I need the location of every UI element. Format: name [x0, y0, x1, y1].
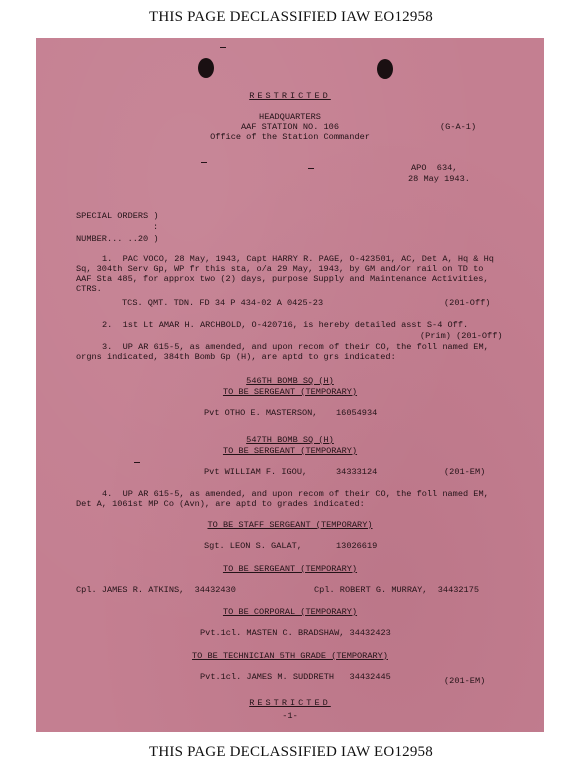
para4-line: Det A, 1061st MP Co (Avn), are aptd to grades indicated:	[76, 499, 365, 509]
para2-ref: (Prim) (201-Off)	[420, 331, 503, 341]
org-line: HEADQUARTERS	[259, 112, 321, 122]
para1-line: CTRS.	[76, 284, 102, 294]
entry-name: Pvt.1cl. JAMES M. SUDDRETH 34432445	[200, 672, 391, 682]
unit-heading: 546TH BOMB SQ (H)	[246, 376, 334, 386]
entry-name: Pvt WILLIAM F. IGOU,	[204, 467, 308, 477]
apo-line: APO 634,	[411, 163, 458, 173]
unit-heading: 547TH BOMB SQ (H)	[246, 435, 334, 445]
classification-footer: RESTRICTED	[249, 698, 331, 708]
grade-heading: TO BE CORPORAL (TEMPORARY)	[222, 607, 358, 617]
para3-line: 3. UP AR 615-5, as amended, and upon recom of their CO, the foll named EM,	[102, 342, 489, 352]
para1-funds: TCS. QMT. TDN. FD 34 P 434-02 A 0425-23	[122, 298, 324, 308]
orders-title: SPECIAL ORDERS )	[76, 211, 159, 221]
grade-heading: TO BE SERGEANT (TEMPORARY)	[222, 446, 358, 456]
para1-line: 1. PAC VOCO, 28 May, 1943, Capt HARRY R. PAGE, O-423501, AC, Det A, Hq & Hq	[102, 254, 494, 264]
para1-line: AAF Sta 485, for approx two (2) days, purpose Supply and Maintenance Activities,	[76, 274, 489, 284]
orders-number: NUMBER... ..20 )	[76, 234, 159, 244]
entry-name: Cpl. ROBERT G. MURRAY, 34432175	[314, 585, 480, 595]
para1-line: Sq, 304th Serv Gp, WP fr this sta, o/a 29 May, 1943, by GM and/or rail on TD to	[76, 264, 484, 274]
document-code: (G-A-1)	[440, 122, 477, 132]
classification-header: RESTRICTED	[249, 91, 331, 101]
date-line: 28 May 1943.	[408, 174, 470, 184]
para4-line: 4. UP AR 615-5, as amended, and upon recom of their CO, the foll named EM,	[102, 489, 489, 499]
ink-mark	[220, 47, 226, 48]
para3-line: orgns indicated, 384th Bomb Gp (H), are aptd to grs indicated:	[76, 352, 396, 362]
grade-heading: TO BE STAFF SERGEANT (TEMPORARY)	[207, 520, 373, 530]
entry-name: Pvt.1cl. MASTEN C. BRADSHAW, 34432423	[200, 628, 391, 638]
punch-hole-left	[198, 58, 214, 78]
declassified-banner-top: THIS PAGE DECLASSIFIED IAW EO12958	[149, 9, 433, 25]
office-line: Office of the Station Commander	[210, 132, 370, 142]
entry-name: Pvt OTHO E. MASTERSON,	[204, 408, 318, 418]
grade-heading: TO BE TECHNICIAN 5TH GRADE (TEMPORARY)	[192, 651, 388, 661]
grade-heading: TO BE SERGEANT (TEMPORARY)	[222, 564, 358, 574]
page-number: -1-	[282, 711, 298, 721]
ink-mark	[134, 462, 140, 463]
entry-name: Sgt. LEON S. GALAT,	[204, 541, 302, 551]
para1-ref: (201-Off)	[444, 298, 491, 308]
entry-number: 16054934	[336, 408, 378, 418]
grade-heading: TO BE SERGEANT (TEMPORARY)	[222, 387, 358, 397]
declassified-banner-bottom: THIS PAGE DECLASSIFIED IAW EO12958	[149, 744, 433, 760]
entry-ref: (201-EM)	[444, 676, 486, 686]
entry-number: 13026619	[336, 541, 378, 551]
punch-hole-right	[377, 59, 393, 79]
entry-name: Cpl. JAMES R. ATKINS, 34432430	[76, 585, 236, 595]
entry-number: 34333124	[336, 467, 378, 477]
entry-ref: (201-EM)	[444, 467, 486, 477]
document-page	[36, 38, 544, 732]
ink-mark	[201, 162, 207, 163]
para2-line: 2. 1st Lt AMAR H. ARCHBOLD, O-420716, is hereby detailed asst S-4 Off.	[102, 320, 469, 330]
orders-colon: :	[153, 222, 159, 232]
ink-mark	[308, 168, 314, 169]
station-line: AAF STATION NO. 106	[241, 122, 339, 132]
